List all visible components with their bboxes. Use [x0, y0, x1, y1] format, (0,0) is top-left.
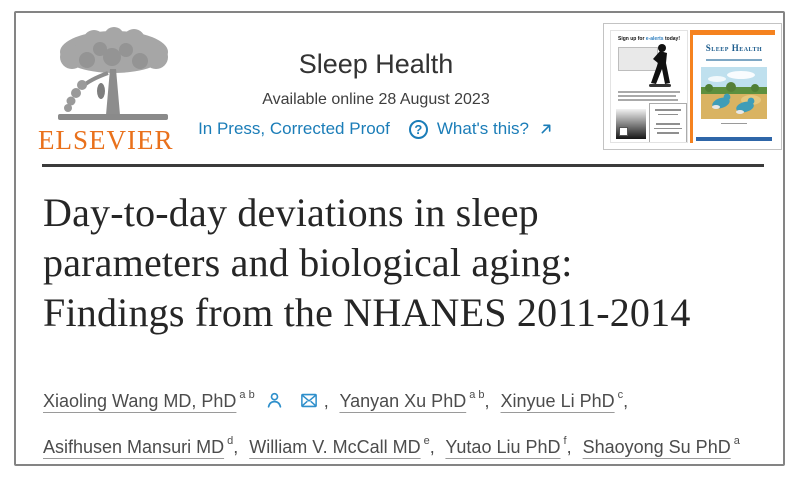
ad-qr-square: [619, 127, 628, 136]
article-title-line-3: Findings from the NHANES 2011-2014: [43, 290, 691, 335]
author-link[interactable]: Asifhusen Mansuri MD: [43, 437, 225, 457]
publication-status-row: [166, 119, 586, 139]
author-link[interactable]: Xinyue Li PhD: [500, 391, 615, 411]
journal-title: Sleep Health: [298, 49, 454, 79]
ad-text-bar: [618, 91, 680, 93]
ad-text-prefix: Sign up for: [618, 36, 646, 42]
ad-text-link: e-alerts: [645, 36, 664, 42]
author-line-1: [43, 375, 773, 421]
author-separator: ,: [323, 391, 329, 411]
cover-subtitle-bar: [706, 59, 762, 61]
whats-this-link[interactable]: What's this?: [436, 119, 529, 138]
ealert-ad-heading: [611, 36, 687, 42]
author-affiliation-sup: a: [733, 435, 740, 447]
status-badge: In Press, Corrected Proof: [198, 119, 390, 138]
corresponding-author-icon[interactable]: [265, 391, 284, 410]
author-affiliation-sup: c: [617, 389, 624, 401]
journal-header: [166, 49, 586, 139]
ad-text-bar: [618, 99, 678, 101]
elsevier-tree-icon: [42, 27, 182, 123]
ad-text-suffix: today!: [663, 36, 680, 42]
author-separator: ,: [429, 437, 435, 457]
ad-info-card: [649, 103, 687, 143]
author-list: [43, 375, 773, 467]
cover-journal-title: Sleep Health: [705, 43, 763, 53]
author-separator: ,: [566, 437, 572, 457]
cover-bottom-band: [696, 137, 772, 141]
article-title-line-2: parameters and biological aging:: [43, 240, 573, 285]
author-link[interactable]: Xiaoling Wang MD, PhD: [43, 391, 237, 411]
author-link[interactable]: Yutao Liu PhD: [445, 437, 561, 457]
cover-photo: [701, 67, 767, 119]
silhouette-figure-icon: [641, 43, 675, 89]
external-link-arrow-icon: [538, 121, 554, 137]
header-divider: [42, 164, 764, 167]
ad-text-bar: [618, 95, 676, 97]
article-title-line-1: Day-to-day deviations in sleep: [43, 190, 539, 235]
author-affiliation-sup: a b: [469, 389, 485, 401]
author-separator: ,: [233, 437, 239, 457]
author-affiliation-sup: f: [563, 435, 567, 447]
ad-gradient-panel: [616, 109, 646, 139]
availability-date: Available online 28 August 2023: [262, 91, 490, 108]
article-title: [43, 188, 691, 338]
author-link[interactable]: Yanyan Xu PhD: [339, 391, 467, 411]
author-affiliation-sup: a b: [239, 389, 255, 401]
cover-footer-bar: [721, 123, 747, 125]
author-link[interactable]: William V. McCall MD: [249, 437, 421, 457]
author-link[interactable]: Shaoyong Su PhD: [582, 437, 731, 457]
author-affiliation-sup: d: [227, 435, 234, 447]
journal-cover-thumbnails[interactable]: [603, 23, 782, 150]
author-separator: ,: [623, 391, 629, 411]
author-separator: ,: [484, 391, 490, 411]
ealert-ad-thumbnail: [610, 30, 688, 143]
page-frame: [14, 11, 785, 466]
sleep-health-cover-thumbnail: [690, 30, 775, 143]
email-envelope-icon[interactable]: [299, 391, 319, 410]
elsevier-wordmark: ELSEVIER: [38, 125, 174, 155]
author-line-2: [43, 421, 773, 467]
author-affiliation-sup: e: [423, 435, 430, 447]
help-icon[interactable]: ?: [409, 120, 428, 139]
